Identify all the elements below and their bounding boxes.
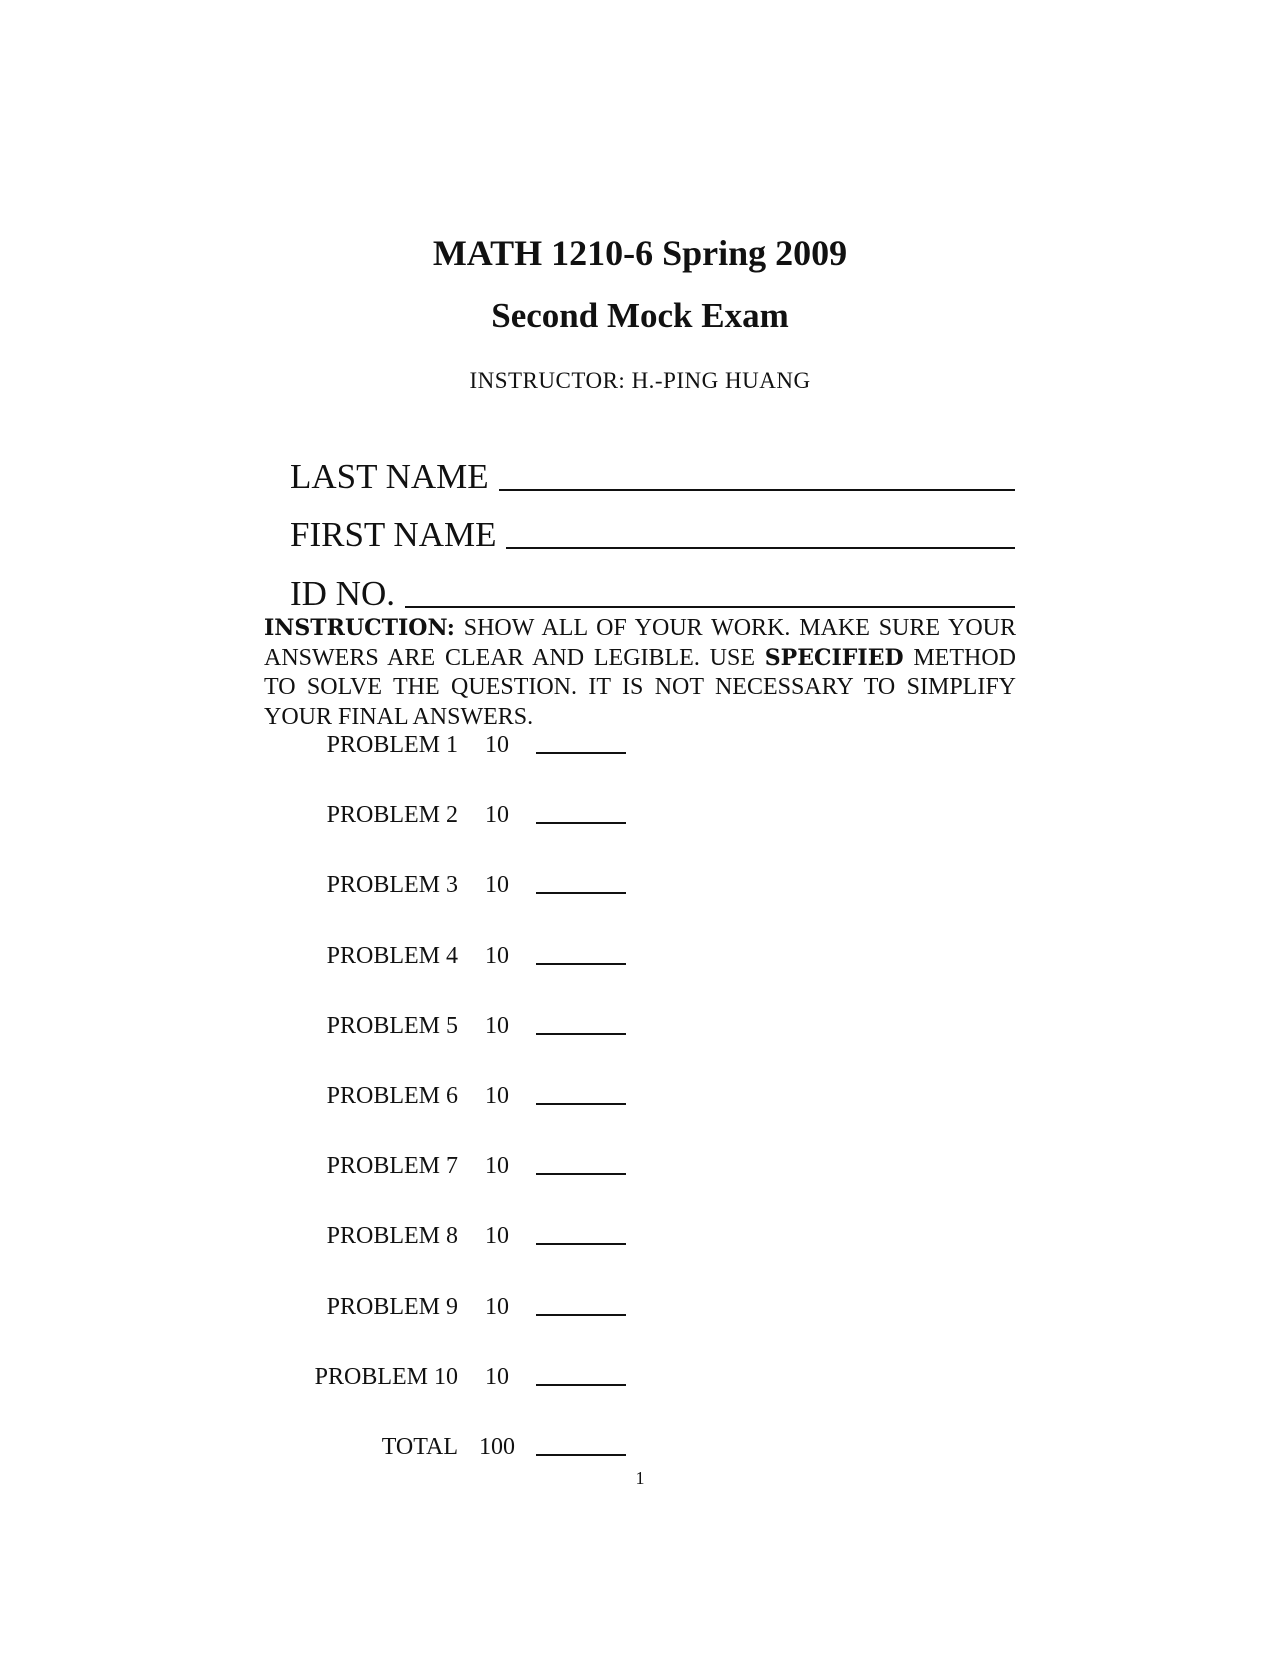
score-row-points: 10: [485, 1012, 509, 1039]
score-row-name: PROBLEM 3: [326, 872, 458, 899]
score-row-blank: [536, 1173, 626, 1175]
score-row-name: PROBLEM 4: [326, 942, 458, 969]
score-row: [0, 799, 1280, 829]
score-row-name: PROBLEM 5: [326, 1012, 458, 1039]
score-row: [0, 729, 1280, 759]
score-row-name: PROBLEM 9: [326, 1293, 458, 1320]
last-name-label: LAST NAME: [290, 457, 489, 496]
score-row-name: PROBLEM 6: [326, 1083, 458, 1109]
score-row-name: PROBLEM 7: [326, 1153, 458, 1180]
instruction-emphasis: SPECIFIED: [764, 644, 904, 671]
exam-title: Second Mock Exam: [491, 296, 789, 335]
instruction-text-1: SHOW ALL OF YOUR WORK. MAKE SURE YOUR ANSWERS ARE CLEAR AND LEGIBLE. USE: [264, 615, 1016, 671]
score-row-total: [0, 1431, 1280, 1461]
score-row-blank: [536, 892, 626, 894]
score-row-blank: [536, 1384, 626, 1386]
score-row-points: 10: [485, 872, 509, 899]
score-row-name: PROBLEM 8: [326, 1223, 458, 1250]
score-row: [0, 1291, 1280, 1321]
score-row-points: 10: [485, 942, 509, 969]
score-row-blank: [536, 1033, 626, 1035]
score-row-blank: [536, 963, 626, 965]
score-row: [0, 1220, 1280, 1250]
score-row-points: 100: [479, 1434, 515, 1460]
score-row: [0, 1361, 1280, 1391]
score-row-points: 10: [485, 802, 509, 829]
score-row-blank: [536, 822, 626, 824]
instruction-text-2: METHOD TO SOLVE THE QUESTION. IT IS NOT NECESSARY TO SIMPLIFY YOUR FINAL ANSWERS.: [264, 644, 1016, 730]
score-row-name: PROBLEM 2: [326, 802, 458, 829]
last-name-field: [290, 450, 1015, 494]
id-number-field: [290, 567, 1015, 611]
first-name-label: FIRST NAME: [290, 515, 497, 554]
score-row: [0, 1080, 1280, 1110]
score-row-name: PROBLEM 1: [326, 732, 458, 758]
score-row-points: 10: [485, 1293, 509, 1320]
score-row-name: TOTAL: [381, 1434, 458, 1460]
id-number-label: ID NO.: [290, 574, 395, 613]
score-row: [0, 1010, 1280, 1040]
instruction-lead: INSTRUCTION:: [264, 615, 455, 641]
last-name-blank: [499, 489, 1015, 491]
score-row: [0, 940, 1280, 970]
score-row-points: 10: [485, 1223, 509, 1250]
score-row-name: PROBLEM 10: [314, 1363, 458, 1390]
score-row-blank: [536, 1454, 626, 1456]
id-number-blank: [405, 606, 1015, 608]
course-title: MATH 1210-6 Spring 2009: [432, 233, 848, 273]
score-row: [0, 1150, 1280, 1180]
score-row-blank: [536, 1314, 626, 1316]
instruction-paragraph: [264, 614, 1016, 732]
instructor-line: INSTRUCTOR: H.-PING HUANG: [469, 368, 811, 393]
score-row-points: 10: [485, 732, 509, 758]
score-row-blank: [536, 752, 626, 754]
first-name-blank: [506, 547, 1015, 549]
score-row-blank: [536, 1103, 626, 1105]
score-row-points: 10: [485, 1153, 509, 1180]
score-row-blank: [536, 1243, 626, 1245]
page-number: 1: [635, 1468, 645, 1488]
first-name-field: [290, 508, 1015, 552]
score-row: [0, 869, 1280, 899]
score-row-points: 10: [485, 1363, 509, 1390]
score-row-points: 10: [485, 1083, 509, 1109]
